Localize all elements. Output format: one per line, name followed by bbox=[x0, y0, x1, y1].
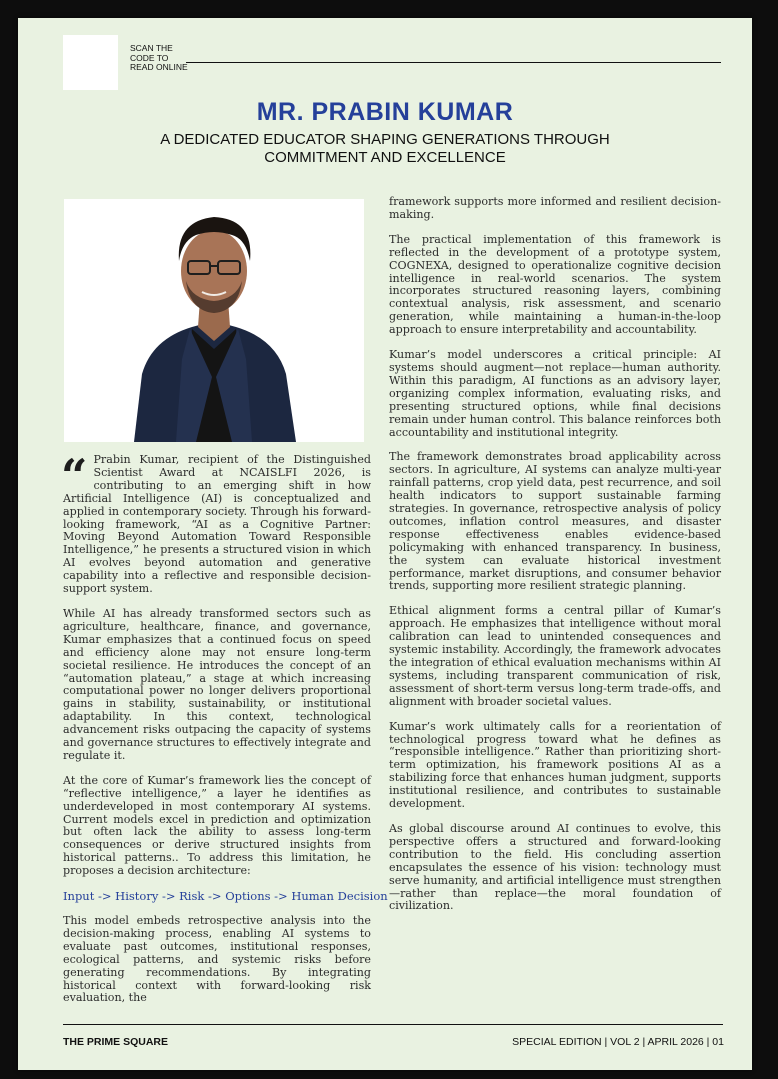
portrait-illustration bbox=[64, 199, 364, 442]
profile-subtitle: A DEDICATED EDUCATOR SHAPING GENERATIONS THROUGH COMMITMENT AND EXCELLENCE bbox=[160, 131, 610, 166]
publication-name: THE PRIME SQUARE bbox=[63, 1036, 169, 1048]
article-paragraph: The framework demonstrates broad applicability across sectors. In agriculture, AI systems can analyze multi-year rainfall patterns, crop yield data, pest recurrence, and soil health indicators to support sustainable farming strategies. In governance, retrospective analysis of policy outcomes, inflation control measures, and disaster response effectiveness enables evidence-based policymaking with enhanced transparency. In business, the system can evaluate historical investment performance, market disruptions, and consumer behavior trends, supporting more resilient strategic planning. bbox=[389, 450, 721, 593]
article-paragraph: As global discourse around AI continues to evolve, this perspective offers a structured and forward-looking contribution to the field. His concluding assertion encapsulates the essence of his vision: technology must serve humanity, and artificial intelligence must strengthen—rather than replace—the moral foundation of civilization. bbox=[389, 821, 721, 913]
profile-name: MR. PRABIN KUMAR bbox=[256, 98, 514, 126]
article-paragraph: Kumar’s model underscores a critical principle: AI systems should augment—not replace—human authority. Within this paradigm, AI functions as an advisory layer, organizing complex information, evaluating risks, and presenting structured options, while final decisions remain under human control. This balance reinforces both accountability and institutional integrity. bbox=[389, 348, 721, 439]
quote-icon: “ bbox=[61, 449, 88, 503]
article-paragraph: framework supports more informed and resilient decision-making. bbox=[389, 195, 721, 221]
header-divider bbox=[186, 62, 721, 63]
article-paragraph-text: Prabin Kumar, recipient of the Distinguished Scientist Award at NCAISLFI 2026, is contributing to an emerging shift in how Artificial Intelligence (AI) is conceptualized and applied in contemporary society. Through his forward-looking framework, “AI as a Cognitive Partner: Moving Beyond Automation Toward Responsible Intelligence,” he presents a structured vision in which AI evolves beyond automation and generative capability into a reflective and responsible decision-support system. bbox=[63, 453, 371, 596]
article-paragraph: This model embeds retrospective analysis into the decision-making process, enabling AI systems to evaluate past outcomes, institutional responses, ecological patterns, and systemic risks before generating recommendations. By integrating historical context with forward-looking risk evaluation, the bbox=[63, 914, 371, 1005]
edition-info: SPECIAL EDITION | VOL 2 | APRIL 2026 | 01 bbox=[512, 1036, 724, 1048]
article-paragraph: The practical implementation of this framework is reflected in the development of a prototype system, COGNEXA, designed to operationalize cognitive decision intelligence in real-world scenarios. The system incorporates structured reasoning layers, combining contextual analysis, risk assessment, and scenario generation, while maintaining a human-in-the-loop approach to ensure interpretability and accountability. bbox=[389, 232, 721, 337]
article-paragraph: Kumar’s work ultimately calls for a reorientation of technological progress toward what he defines as “responsible intelligence.” Rather than prioritizing short-term optimization, his framework positions AI as a stabilizing force that enhances human judgment, supports institutional resilience, and contributes to sustainable development. bbox=[389, 719, 721, 811]
article-paragraph: At the core of Kumar’s framework lies the concept of “reflective intelligence,” a layer he identifies as underdeveloped in most contemporary AI systems. Current models excel in prediction and optimization but often lack the ability to assess long-term consequences or derive structured insights from historical patterns.. To address this limitation, he proposes a decision architecture: bbox=[63, 773, 371, 878]
article-column-right bbox=[389, 196, 721, 925]
article-paragraph: Ethical alignment forms a central pillar of Kumar’s approach. He emphasizes that intelligence without moral calibration can lead to unintended consequences and systemic instability. Accordingly, the framework advocates the integration of ethical evaluation mechanisms within AI systems, including transparent communication of risk, assessment of short-term versus long-term trade-offs, and alignment with broader societal values. bbox=[389, 604, 721, 708]
footer-divider bbox=[63, 1024, 723, 1025]
article-paragraph: While AI has already transformed sectors such as agriculture, healthcare, finance, and governance, Kumar emphasizes that a continued focus on speed and efficiency alone may not ensure long-term societal resilience. He introduces the concept of an “automation plateau,” a stage at which increasing computational power no longer delivers proportional gains in stability, sustainability, or institutional adaptability. In this context, technological advancement risks outpacing the capacity of systems and governance structures to effectively integrate and regulate it. bbox=[63, 606, 371, 762]
scan-instruction: SCAN THE CODE TO READ ONLINE bbox=[130, 43, 188, 72]
qr-code-icon[interactable] bbox=[63, 35, 118, 90]
article-column-left bbox=[61, 449, 388, 1017]
decision-architecture-flow: Input -> History -> Risk -> Options -> Human Decision bbox=[63, 889, 388, 904]
article-paragraph bbox=[61, 449, 371, 596]
magazine-page bbox=[18, 18, 752, 1070]
portrait-photo bbox=[64, 199, 364, 442]
